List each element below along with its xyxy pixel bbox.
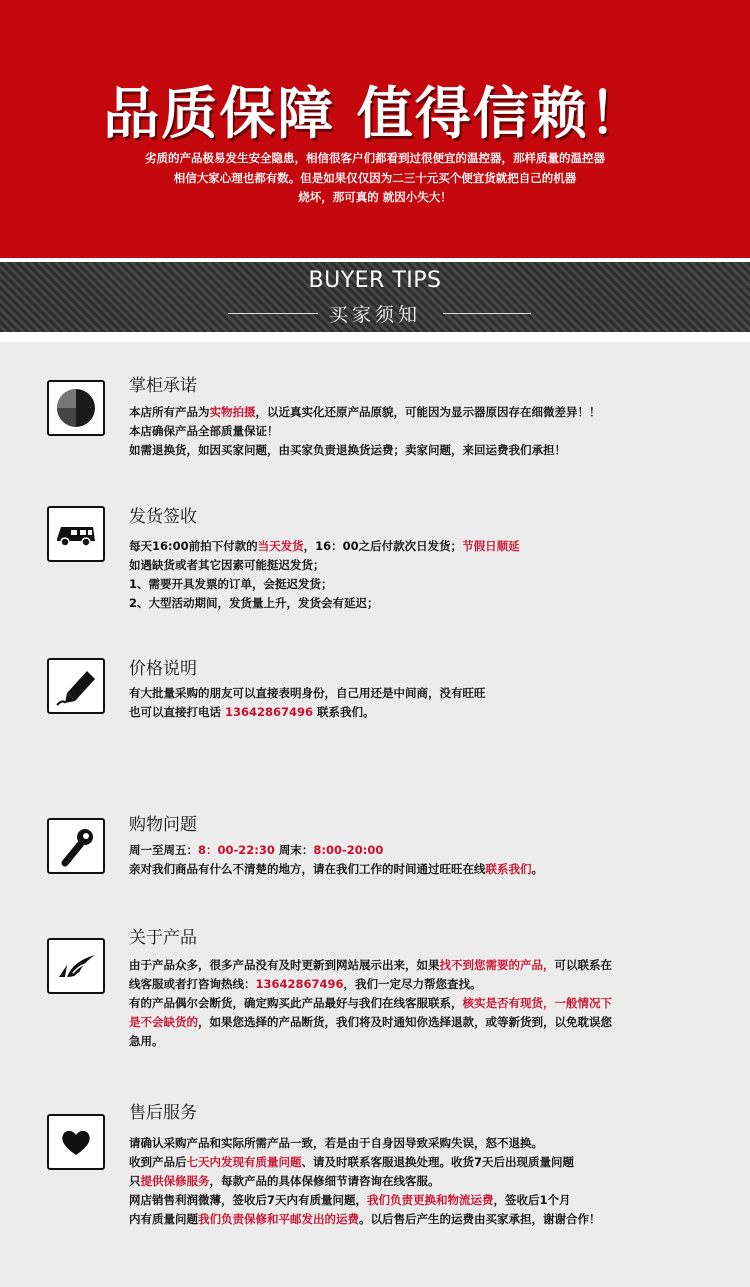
buyer-tips-title: BUYER TIPS [308, 268, 442, 293]
section-title-price: 价格说明 [129, 659, 197, 679]
wing-logo-icon [47, 938, 105, 994]
section-title-product: 关于产品 [129, 928, 197, 948]
wrench-icon [47, 818, 105, 874]
subtitle-divider-right [443, 313, 531, 314]
section-body-aftersale: 请确认采购产品和实际所需产品一致，若是由于自身因导致采购失误，怒不退换。 收到产品后七天内发现有质量问题、请及时联系客服退换处理。收货7天后出现质量问题 只提供保修服务，每款产品的具体保修细节请咨询在线客服。 网店销售利润微薄，签收后7天内有质量问题，我们负责更换和物流运费，签收后1个月 内有质量问题我们负责保修和平邮发出的运费。以后售后产生的运费由买家承担，谢谢合作！ [129, 1136, 601, 1226]
section-body-shopping: 周一至周五：8：00-22:30 周末：8:00-20:00 亲对我们商品有什么不清楚的地方，请在我们工作的时间通过旺旺在线联系我们。 [129, 843, 543, 876]
banner-text-line-2: 相信大家心理也都有数。但是如果仅仅因为二三十元买个便宜货就把自己的机器 [173, 171, 577, 185]
marker-pen-icon [47, 658, 105, 714]
buyer-tips-subtitle: 买家须知 [328, 304, 421, 326]
section-title-shopping: 购物问题 [129, 815, 197, 835]
section-body-price: 有大批量采购的朋友可以直接表明身份，自己用还是中间商，没有旺旺 也可以直接打电话 13642867496 联系我们。 [129, 686, 486, 719]
banner-text-line-1: 劣质的产品极易发生安全隐患，相信很客户们都看到过很便宜的温控器，那样质量的温控器 [145, 151, 605, 165]
pie-chart-icon [47, 380, 105, 436]
section-body-product: 由于产品众多，很多产品没有及时更新到网站展示出来，如果找不到您需要的产品，可以联系在 线客服或者打咨询热线：13642867496，我们一定尽力帮您查找。 有的产品偶尔会断货，确定购买此产品最好与我们在线客服联系，核实是否有现货，一般情况下 是不会缺货的，如果您选择的产品断货，我们将及时通知你选择退款，或等新货到，以免耽误您 急用。 [129, 958, 612, 1048]
banner-text-line-3: 烧坏，那可真的 就因小失大！ [298, 190, 452, 204]
section-title-shipping: 发货签收 [129, 507, 197, 527]
heart-icon [47, 1114, 105, 1170]
buyer-tips-subtitle-row [0, 300, 750, 326]
truck-icon [47, 506, 105, 562]
section-body-shipping: 每天16:00前拍下付款的当天发货，16：00之后付款次日发货；节假日顺延 如遇缺货或者其它因素可能挺迟发货； 1、需要开具发票的订单，会挺迟发货； 2、大型活动期间，发货量上升，发货会有延迟； [129, 539, 520, 610]
top-banner [0, 0, 750, 258]
banner-title: 品质保障 值得信赖！ [103, 82, 647, 147]
section-body-promise: 本店所有产品为实物拍摄，以近真实化还原产品原貌，可能因为显示器原因存在细微差异！！ 本店确保产品全部质量保证！ 如需退换货，如因买家问题，由买家负责退换货运费；卖家问题，来回运费我们承担！ [129, 405, 601, 457]
section-title-promise: 掌柜承诺 [129, 376, 197, 396]
section-title-aftersale: 售后服务 [129, 1103, 197, 1123]
